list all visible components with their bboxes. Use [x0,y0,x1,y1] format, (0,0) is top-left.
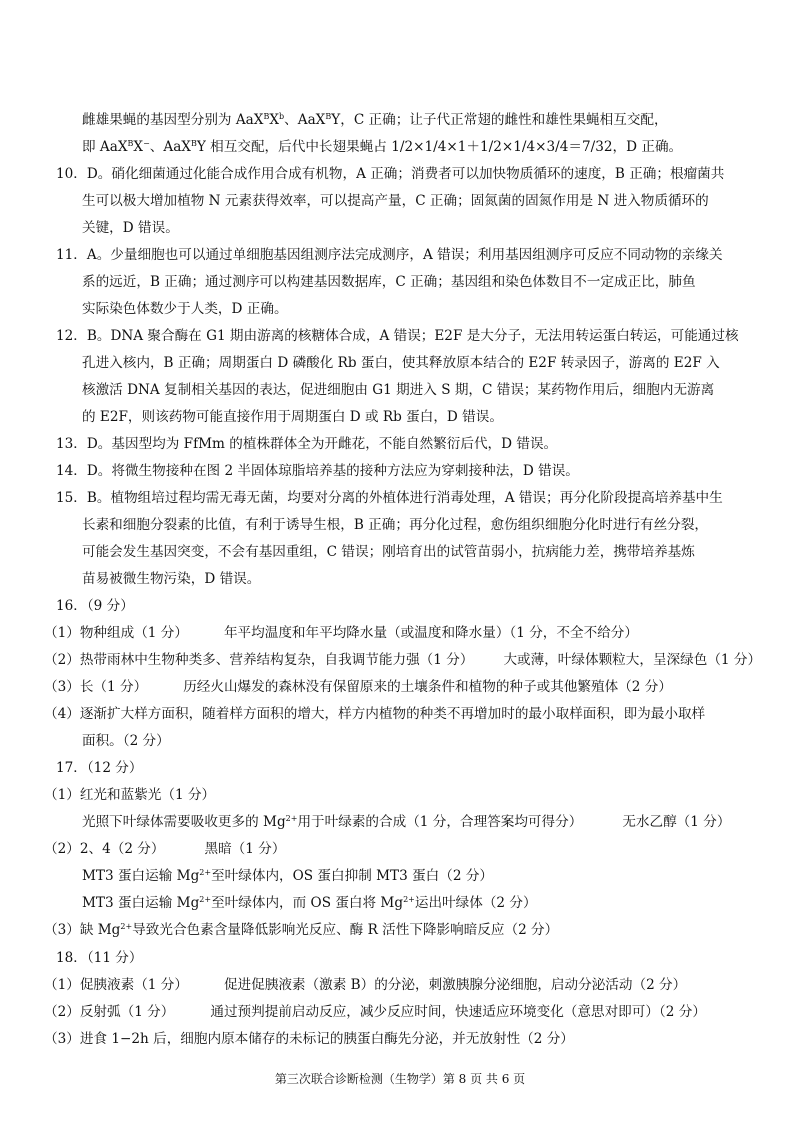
page-footer: 第三次联合诊断检测（生物学）第 8 页 共 6 页 [274,1072,526,1086]
q18-answer-3: （3）进食 1−2h 后，细胞内原本储存的未标记的胰蛋白酶先分泌，并无放射性（2 分） [44,1031,574,1047]
q14-line: 14．D。将微生物接种在图 2 半固体琼脂培养基的接种方法应为穿刺接种法，D 错误。 [56,463,579,479]
q16-answer-1: （1）物种组成（1 分） 年平均温度和年平均降水量（或温度和降水量）（1 分，不全不给分） [44,625,638,641]
q16-answer-4-line-1: （4）逐渐扩大样方面积，随着样方面积的增大，样方内植物的种类不再增加时的最小取样面积，即为最小取样 [44,706,706,722]
q17-answer-2-detail-1: MT3 蛋白运输 $Mg^{2+}$至叶绿体内，OS 蛋白抑制 MT3 蛋白（2 分） [82,868,494,884]
q17-answer-1: （1）红光和蓝紫光（1 分） [44,787,216,803]
q17-answer-3: （3）缺 $Mg^{2+}$导致光合色素含量降低影响光反应、酶 R 活性下降影响暗反应（2 分） [44,922,559,938]
q18-answer-2: （2）反射弧（1 分） 通过预判提前启动反应，减少反应时间，快速适应环境变化（意思对即可）（2 分） [44,1004,706,1020]
q11-line-3: 实际染色体数少于人类，D 正确。 [82,301,288,317]
q17-answer-1-detail: 光照下叶绿体需要吸收更多的 $Mg^{2+}$用于叶绿素的合成（1 分，合理答案均可得分） 无水乙醇（1 分） [82,814,731,830]
q15-line-1: 15．B。植物组培过程均需无毒无菌，均要对分离的外植体进行消毒处理，A 错误；再分化阶段提高培养基中生 [56,490,723,506]
q11-line-1: 11．A。少量细胞也可以通过单细胞基因组测序法完成测序，A 错误；利用基因组测序可反应不同动物的亲缘关 [56,247,723,263]
q16-answer-4-line-2: 面积。（2 分） [82,733,170,749]
q18-answer-1: （1）促胰液素（1 分） 促进促胰液素（激素 B）的分泌，刺激胰腺分泌细胞，启动分泌活动（2 分） [44,977,687,993]
q15-line-2: 长素和细胞分裂素的比值，有利于诱导生根，B 正确；再分化过程，愈伤组织细胞分化时进行有丝分裂， [82,517,709,533]
q9-continuation-line-2: 即 AaX$^B$X−、AaX$^B$Y 相互交配，后代中长翅果蝇占 1/2×1/4×1＋1/2×1/4×3/4＝7/32，D 正确。 [82,139,683,155]
q16-answer-2: （2）热带雨林中生物种类多、营养结构复杂，自我调节能力强（1 分） 大或薄，叶绿体颗粒大，呈深绿色（1 分） [44,652,762,668]
q17-answer-2: （2）2、4（2 分） 黑暗（1 分） [44,841,286,857]
q12-line-4: 的 E2F，则该药物可能直接作用于周期蛋白 D 或 Rb 蛋白，D 错误。 [82,409,503,425]
q16-answer-3: （3）长（1 分） 历经火山爆发的森林没有保留原来的土壤条件和植物的种子或其他繁殖体（2 分） [44,679,672,695]
q12-line-1: 12．B。DNA 聚合酶在 G1 期由游离的核糖体合成，A 错误；E2F 是大分子，无法用转运蛋白转运，可能通过核 [56,328,739,344]
q16-heading: 16．（9 分） [56,598,134,614]
q10-line-2: 生可以极大增加植物 N 元素获得效率，可以提高产量，C 正确；固氮菌的固氮作用是 N 进入物质循环的 [82,193,709,209]
q12-line-2: 孔进入核内，B 正确；周期蛋白 D 磷酸化 Rb 蛋白，使其释放原本结合的 E2F 转录因子，游离的 E2F 入 [82,355,720,371]
q15-line-4: 苗易被微生物污染，D 错误。 [82,571,261,587]
q15-line-3: 可能会发生基因突变，不会有基因重组，C 错误；刚培育出的试管苗弱小，抗病能力差，携带培养基炼 [82,544,695,560]
q13-line: 13．D。基因型均为 FfMm 的植株群体全为开雌花，不能自然繁衍后代，D 错误。 [56,436,558,452]
q10-line-3: 关键，D 错误。 [82,220,179,236]
q17-heading: 17．（12 分） [56,760,143,776]
q9-continuation-line-1: 雌雄果蝇的基因型分别为 $AaX^BX^b$、AaX$^B$Y，C 正确；让子代正常翅的雌性和雄性果蝇相互交配， [82,112,668,128]
q18-heading: 18．（11 分） [56,950,143,966]
q11-line-2: 系的远近，B 正确；通过测序可以构建基因数据库，C 正确；基因组和染色体数目不一定成正比，肺鱼 [82,274,696,290]
q12-line-3: 核激活 DNA 复制相关基因的表达，促进细胞由 G1 期进入 S 期，C 错误；某药物作用后，细胞内无游离 [82,382,715,398]
q10-line-1: 10．D。硝化细菌通过化能合成作用合成有机物，A 正确；消费者可以加快物质循环的速度，B 正确；根瘤菌共 [56,166,725,182]
q17-answer-2-detail-2: MT3 蛋白运输 $Mg^{2+}$至叶绿体内，而 OS 蛋白将 $Mg^{2+}$运出叶绿体（2 分） [82,895,537,911]
